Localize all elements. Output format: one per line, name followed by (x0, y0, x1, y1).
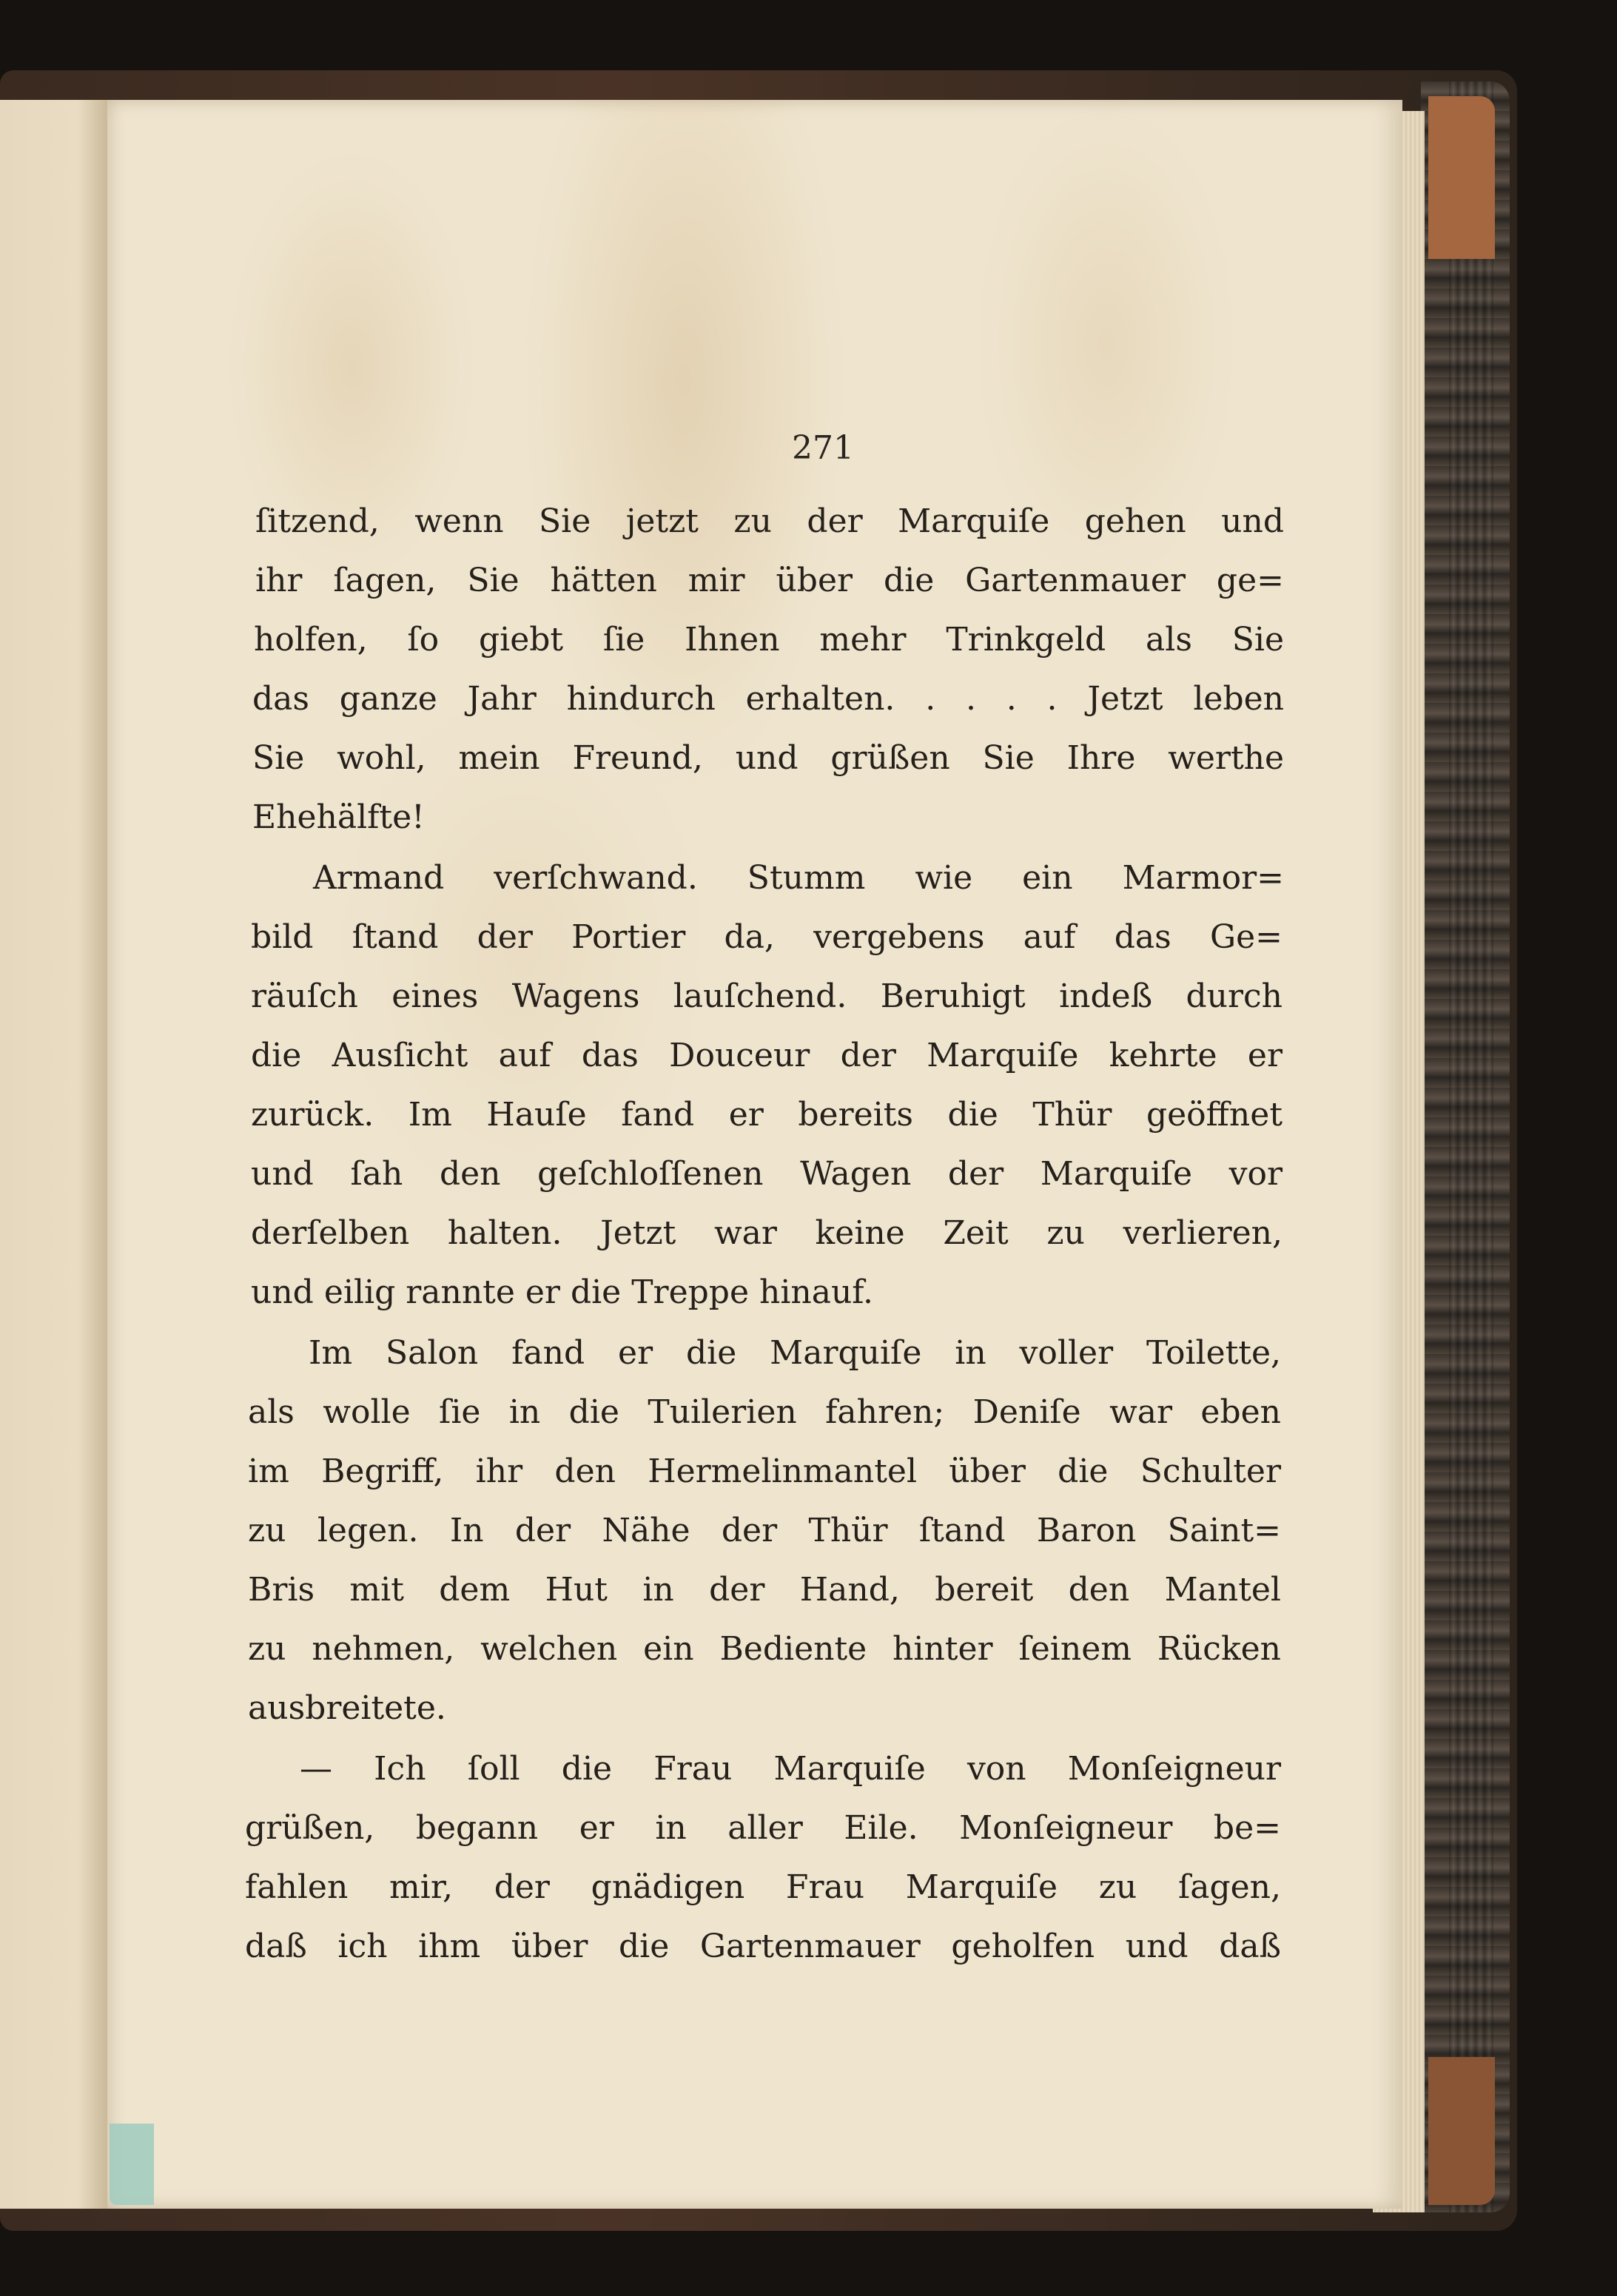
text-line: bild ſtand der Portier da, vergebens auf das Ge= (251, 918, 1282, 956)
text-line: grüßen, begann er in aller Eile. Monſeigneur be= (245, 1809, 1281, 1847)
book-cover-edge (1421, 81, 1510, 2212)
text-line: ausbreitete. (248, 1689, 446, 1727)
text-line: zu legen. In der Nähe der Thür ſtand Baron Saint= (248, 1512, 1281, 1549)
text-line: im Begriff, ihr den Hermelinmantel über die Schulter (248, 1452, 1281, 1490)
text-line: derſelben halten. Jetzt war keine Zeit zu verlieren, (251, 1214, 1282, 1252)
text-line: das ganze Jahr hindurch erhalten. . . . . Jetzt leben (252, 680, 1284, 718)
text-line: Bris mit dem Hut in der Hand, bereit den Mantel (248, 1571, 1281, 1609)
text-line: Armand verſchwand. Stumm wie ein Marmor= (313, 859, 1284, 897)
left-page-edge (0, 100, 111, 2209)
text-line: als wolle ſie in die Tuilerien fahren; Deniſe war eben (248, 1393, 1281, 1431)
text-line: — Ich ſoll die Frau Marquiſe von Monſeigneur (300, 1750, 1281, 1788)
text-line: und ſah den geſchloſſenen Wagen der Marquiſe vor (251, 1155, 1282, 1193)
text-line: und eilig rannte er die Treppe hinauf. (251, 1273, 874, 1311)
text-line: räuſch eines Wagens lauſchend. Beruhigt indeß durch (251, 977, 1282, 1015)
text-line: die Ausſicht auf das Douceur der Marquiſe kehrte er (251, 1037, 1282, 1074)
text-line: zu nehmen, welchen ein Bediente hinter ſeinem Rücken (248, 1630, 1281, 1668)
text-line: holfen, ſo giebt ſie Ihnen mehr Trinkgeld als Sie (254, 621, 1284, 659)
text-line: ihr ſagen, Sie hätten mir über die Gartenmauer ge= (255, 562, 1284, 599)
text-line: Sie wohl, mein Freund, und grüßen Sie Ihre werthe (252, 739, 1284, 777)
text-line: zurück. Im Hauſe fand er bereits die Thür geöffnet (251, 1096, 1282, 1134)
cover-corner-top (1428, 96, 1495, 259)
text-line: Im Salon fand er die Marquiſe in voller Toilette, (309, 1334, 1281, 1372)
text-line: Ehehälfte! (252, 798, 425, 836)
page-number: 271 (792, 429, 854, 467)
cover-corner-bottom (1428, 2057, 1495, 2205)
text-line: daß ich ihm über die Gartenmauer geholfen und daß (245, 1928, 1281, 1965)
text-line: fahlen mir, der gnädigen Frau Marquiſe zu ſagen, (245, 1868, 1281, 1906)
page-corner-stain (110, 2124, 154, 2205)
book-page (107, 100, 1402, 2209)
text-line: ſitzend, wenn Sie jetzt zu der Marquiſe gehen und (255, 502, 1284, 540)
